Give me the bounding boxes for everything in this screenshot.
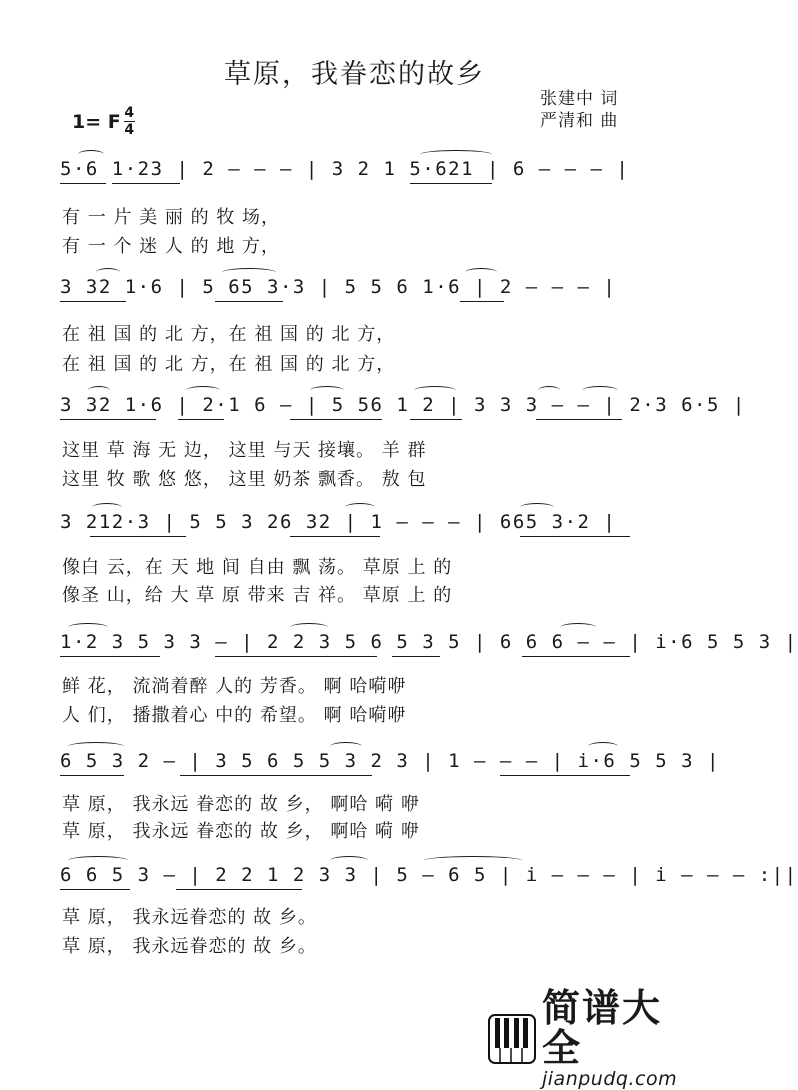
- slur-mark: [582, 386, 618, 395]
- beam-underline: [522, 656, 630, 657]
- song-title: 草原，我眷恋的故乡: [224, 59, 485, 90]
- slur-mark: [88, 386, 110, 395]
- slur-mark: [310, 386, 344, 395]
- key-label: 1= F: [72, 110, 121, 133]
- slur-mark: [78, 150, 104, 159]
- slur-mark: [538, 386, 560, 395]
- slur-mark: [560, 623, 596, 632]
- beam-underline: [176, 889, 302, 890]
- lyric-line: 有 一 个 迷 人 的 地 方，: [62, 236, 281, 257]
- beam-underline: [60, 775, 124, 776]
- beam-underline: [60, 889, 130, 890]
- lyric-line: 像白 云，在 天 地 间 自由 飘 荡。 草原 上 的: [62, 557, 453, 578]
- slur-mark: [96, 268, 120, 277]
- time-signature-top: 4: [124, 105, 135, 121]
- lyric-line: 有 一 片 美 丽 的 牧 场，: [62, 207, 281, 228]
- beam-underline: [520, 536, 630, 537]
- time-signature-bottom: 4: [124, 122, 135, 138]
- beam-underline: [290, 419, 382, 420]
- lyricist-credit: 张建中 词: [540, 89, 619, 109]
- slur-mark: [290, 623, 328, 632]
- notation-line: 5·6 1·23 | 2 — — — | 3 2 1 5·621 | 6 — — — |: [60, 158, 630, 180]
- lyric-line: 在 祖 国 的 北 方，在 祖 国 的 北 方，: [62, 354, 396, 375]
- beam-underline: [215, 656, 377, 657]
- slur-mark: [186, 386, 220, 395]
- notation-line: 6 5 3 2 — | 3 5 6 5 5 3 2 3 | 1 — — — | i·6 5 5 3 |: [60, 750, 720, 772]
- beam-underline: [60, 183, 106, 184]
- slur-mark: [68, 856, 128, 865]
- watermark-url: jianpudq.com: [542, 1068, 678, 1090]
- beam-underline: [536, 419, 622, 420]
- beam-underline: [215, 301, 283, 302]
- composer-credit: 严清和 曲: [540, 111, 619, 131]
- slur-mark: [330, 742, 362, 751]
- beam-underline: [500, 775, 630, 776]
- beam-underline: [392, 656, 440, 657]
- time-signature: [124, 106, 135, 137]
- lyric-line: 草 原， 我永远 眷恋的 故 乡， 啊哈 嗬 咿: [62, 794, 420, 815]
- notation-line: 1·2 3 5 3 3 — | 2 2 3 5 6 5 3 5 | 6 6 6 — — | i·6 5 5 3 |: [60, 631, 798, 653]
- beam-underline: [178, 419, 224, 420]
- slur-mark: [92, 503, 122, 512]
- beam-underline: [410, 183, 492, 184]
- slur-mark: [345, 503, 375, 512]
- slur-mark: [330, 856, 368, 865]
- watermark-text: 简谱大全: [542, 986, 663, 1070]
- lyric-line: 人 们， 播撒着心 中的 希望。 啊 哈嗬咿: [62, 705, 407, 726]
- beam-underline: [90, 536, 186, 537]
- beam-underline: [60, 419, 156, 420]
- slur-mark: [424, 856, 522, 865]
- piano-keys-icon: [488, 1014, 536, 1064]
- beam-underline: [112, 183, 180, 184]
- lyric-line: 草 原， 我永远 眷恋的 故 乡， 啊哈 嗬 咿: [62, 821, 420, 842]
- lyric-line: 这里 草 海 无 边， 这里 与天 接壤。 羊 群: [62, 440, 427, 461]
- beam-underline: [290, 536, 380, 537]
- slur-mark: [520, 503, 554, 512]
- slur-mark: [68, 742, 124, 751]
- lyric-line: 在 祖 国 的 北 方，在 祖 国 的 北 方，: [62, 324, 396, 345]
- key-signature: [72, 106, 135, 137]
- watermark-logo: [488, 986, 700, 1090]
- slur-mark: [68, 623, 108, 632]
- slur-mark: [222, 268, 276, 277]
- slur-mark: [588, 742, 618, 751]
- notation-line: 3 32 1·6 | 5 65 3·3 | 5 5 6 1·6 | 2 — — — |: [60, 276, 617, 298]
- beam-underline: [60, 656, 160, 657]
- notation-line: 3 32 1·6 | 2·1 6 — | 5 56 1 2 | 3 3 3 — — | 2·3 6·5 |: [60, 394, 746, 416]
- lyric-line: 草 原， 我永远眷恋的 故 乡。: [62, 936, 317, 957]
- beam-underline: [460, 301, 504, 302]
- lyric-line: 这里 牧 歌 悠 悠， 这里 奶茶 飘香。 敖 包: [62, 469, 427, 490]
- credits: [540, 88, 618, 132]
- beam-underline: [60, 301, 126, 302]
- lyric-line: 草 原， 我永远眷恋的 故 乡。: [62, 907, 317, 928]
- notation-line: 3 212·3 | 5 5 3 26 32 | 1 — — — | 665 3·2 |: [60, 511, 617, 533]
- slur-mark: [414, 386, 456, 395]
- lyric-line: 像圣 山，给 大 草 原 带来 吉 祥。 草原 上 的: [62, 585, 453, 606]
- lyric-line: 鲜 花， 流淌着醉 人的 芳香。 啊 哈嗬咿: [62, 676, 407, 697]
- beam-underline: [410, 419, 462, 420]
- beam-underline: [180, 775, 372, 776]
- slur-mark: [465, 268, 497, 277]
- slur-mark: [420, 150, 492, 159]
- notation-line: 6 6 5 3 — | 2 2 1 2 3 3 | 5 — 6 5 | i — — — | i — — — :||: [60, 864, 798, 886]
